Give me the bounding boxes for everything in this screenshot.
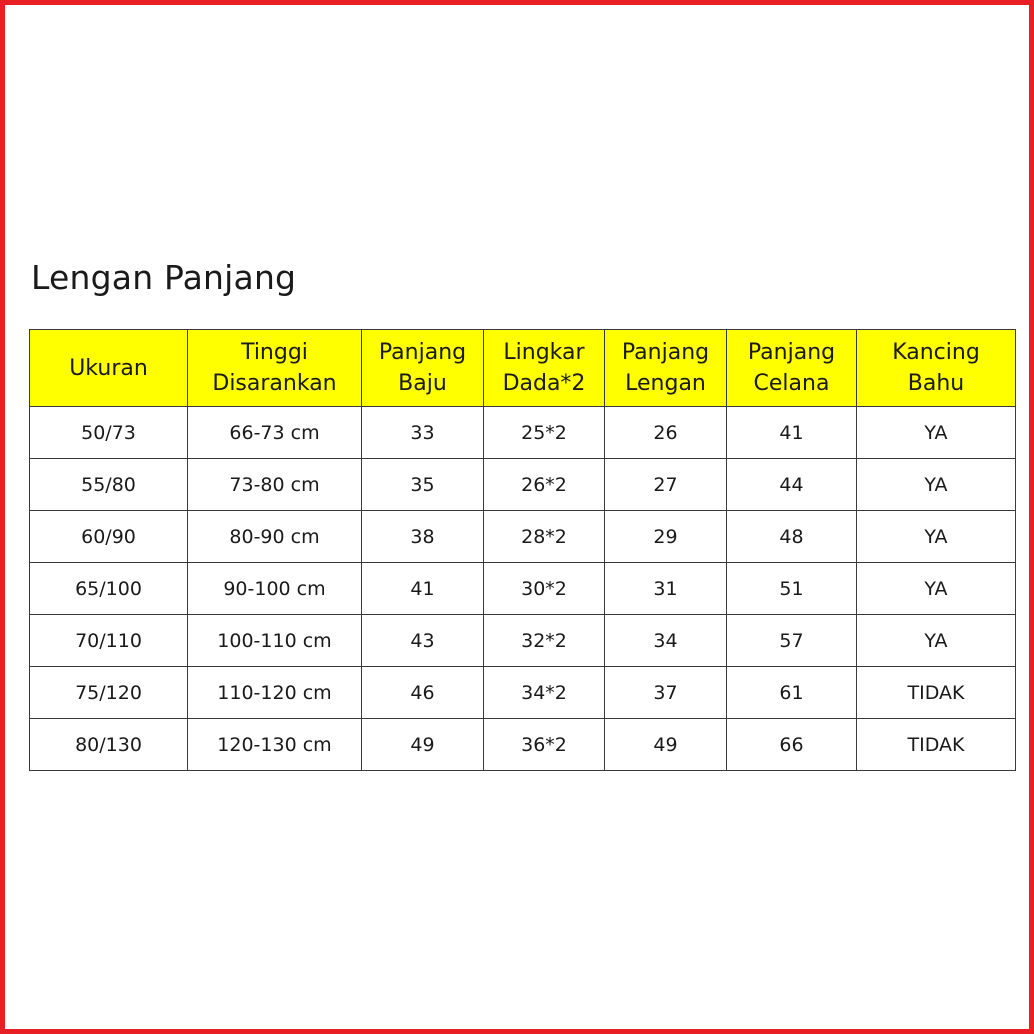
cell-panjang-celana: 48 xyxy=(727,511,857,563)
cell-ukuran: 50/73 xyxy=(30,407,188,459)
cell-kancing-bahu: TIDAK xyxy=(857,667,1016,719)
cell-panjang-baju: 43 xyxy=(362,615,484,667)
cell-panjang-baju: 38 xyxy=(362,511,484,563)
cell-kancing-bahu: YA xyxy=(857,459,1016,511)
table-row xyxy=(30,459,1016,511)
page-title: Lengan Panjang xyxy=(31,258,297,297)
cell-panjang-celana: 44 xyxy=(727,459,857,511)
header-panjang-lengan: Panjang Lengan xyxy=(605,330,727,407)
table-row xyxy=(30,511,1016,563)
header-ukuran: Ukuran xyxy=(30,330,188,407)
header-kancing-bahu: Kancing Bahu xyxy=(857,330,1016,407)
cell-tinggi: 66-73 cm xyxy=(188,407,362,459)
cell-tinggi: 110-120 cm xyxy=(188,667,362,719)
cell-tinggi: 80-90 cm xyxy=(188,511,362,563)
size-chart-table xyxy=(29,329,1016,771)
cell-lingkar-dada: 34*2 xyxy=(484,667,605,719)
cell-panjang-baju: 49 xyxy=(362,719,484,771)
cell-ukuran: 55/80 xyxy=(30,459,188,511)
cell-lingkar-dada: 32*2 xyxy=(484,615,605,667)
cell-panjang-lengan: 29 xyxy=(605,511,727,563)
cell-lingkar-dada: 30*2 xyxy=(484,563,605,615)
cell-lingkar-dada: 36*2 xyxy=(484,719,605,771)
header-panjang-baju: Panjang Baju xyxy=(362,330,484,407)
cell-panjang-lengan: 31 xyxy=(605,563,727,615)
cell-kancing-bahu: YA xyxy=(857,407,1016,459)
cell-panjang-celana: 66 xyxy=(727,719,857,771)
cell-panjang-baju: 35 xyxy=(362,459,484,511)
cell-panjang-lengan: 37 xyxy=(605,667,727,719)
cell-panjang-lengan: 49 xyxy=(605,719,727,771)
header-tinggi-disarankan: Tinggi Disarankan xyxy=(188,330,362,407)
table-row xyxy=(30,615,1016,667)
table-row xyxy=(30,667,1016,719)
table-row xyxy=(30,563,1016,615)
cell-lingkar-dada: 25*2 xyxy=(484,407,605,459)
cell-panjang-baju: 33 xyxy=(362,407,484,459)
cell-tinggi: 100-110 cm xyxy=(188,615,362,667)
cell-tinggi: 120-130 cm xyxy=(188,719,362,771)
cell-kancing-bahu: YA xyxy=(857,563,1016,615)
cell-panjang-celana: 41 xyxy=(727,407,857,459)
cell-panjang-lengan: 34 xyxy=(605,615,727,667)
table-row xyxy=(30,407,1016,459)
cell-kancing-bahu: TIDAK xyxy=(857,719,1016,771)
cell-kancing-bahu: YA xyxy=(857,615,1016,667)
cell-kancing-bahu: YA xyxy=(857,511,1016,563)
cell-panjang-lengan: 27 xyxy=(605,459,727,511)
cell-tinggi: 73-80 cm xyxy=(188,459,362,511)
cell-lingkar-dada: 28*2 xyxy=(484,511,605,563)
cell-panjang-baju: 46 xyxy=(362,667,484,719)
cell-panjang-celana: 57 xyxy=(727,615,857,667)
cell-lingkar-dada: 26*2 xyxy=(484,459,605,511)
cell-ukuran: 70/110 xyxy=(30,615,188,667)
cell-ukuran: 65/100 xyxy=(30,563,188,615)
cell-panjang-lengan: 26 xyxy=(605,407,727,459)
table-header-row xyxy=(30,330,1016,407)
cell-ukuran: 60/90 xyxy=(30,511,188,563)
cell-ukuran: 75/120 xyxy=(30,667,188,719)
header-panjang-celana: Panjang Celana xyxy=(727,330,857,407)
cell-tinggi: 90-100 cm xyxy=(188,563,362,615)
header-lingkar-dada: Lingkar Dada*2 xyxy=(484,330,605,407)
cell-panjang-celana: 51 xyxy=(727,563,857,615)
cell-panjang-celana: 61 xyxy=(727,667,857,719)
cell-ukuran: 80/130 xyxy=(30,719,188,771)
table-row xyxy=(30,719,1016,771)
cell-panjang-baju: 41 xyxy=(362,563,484,615)
